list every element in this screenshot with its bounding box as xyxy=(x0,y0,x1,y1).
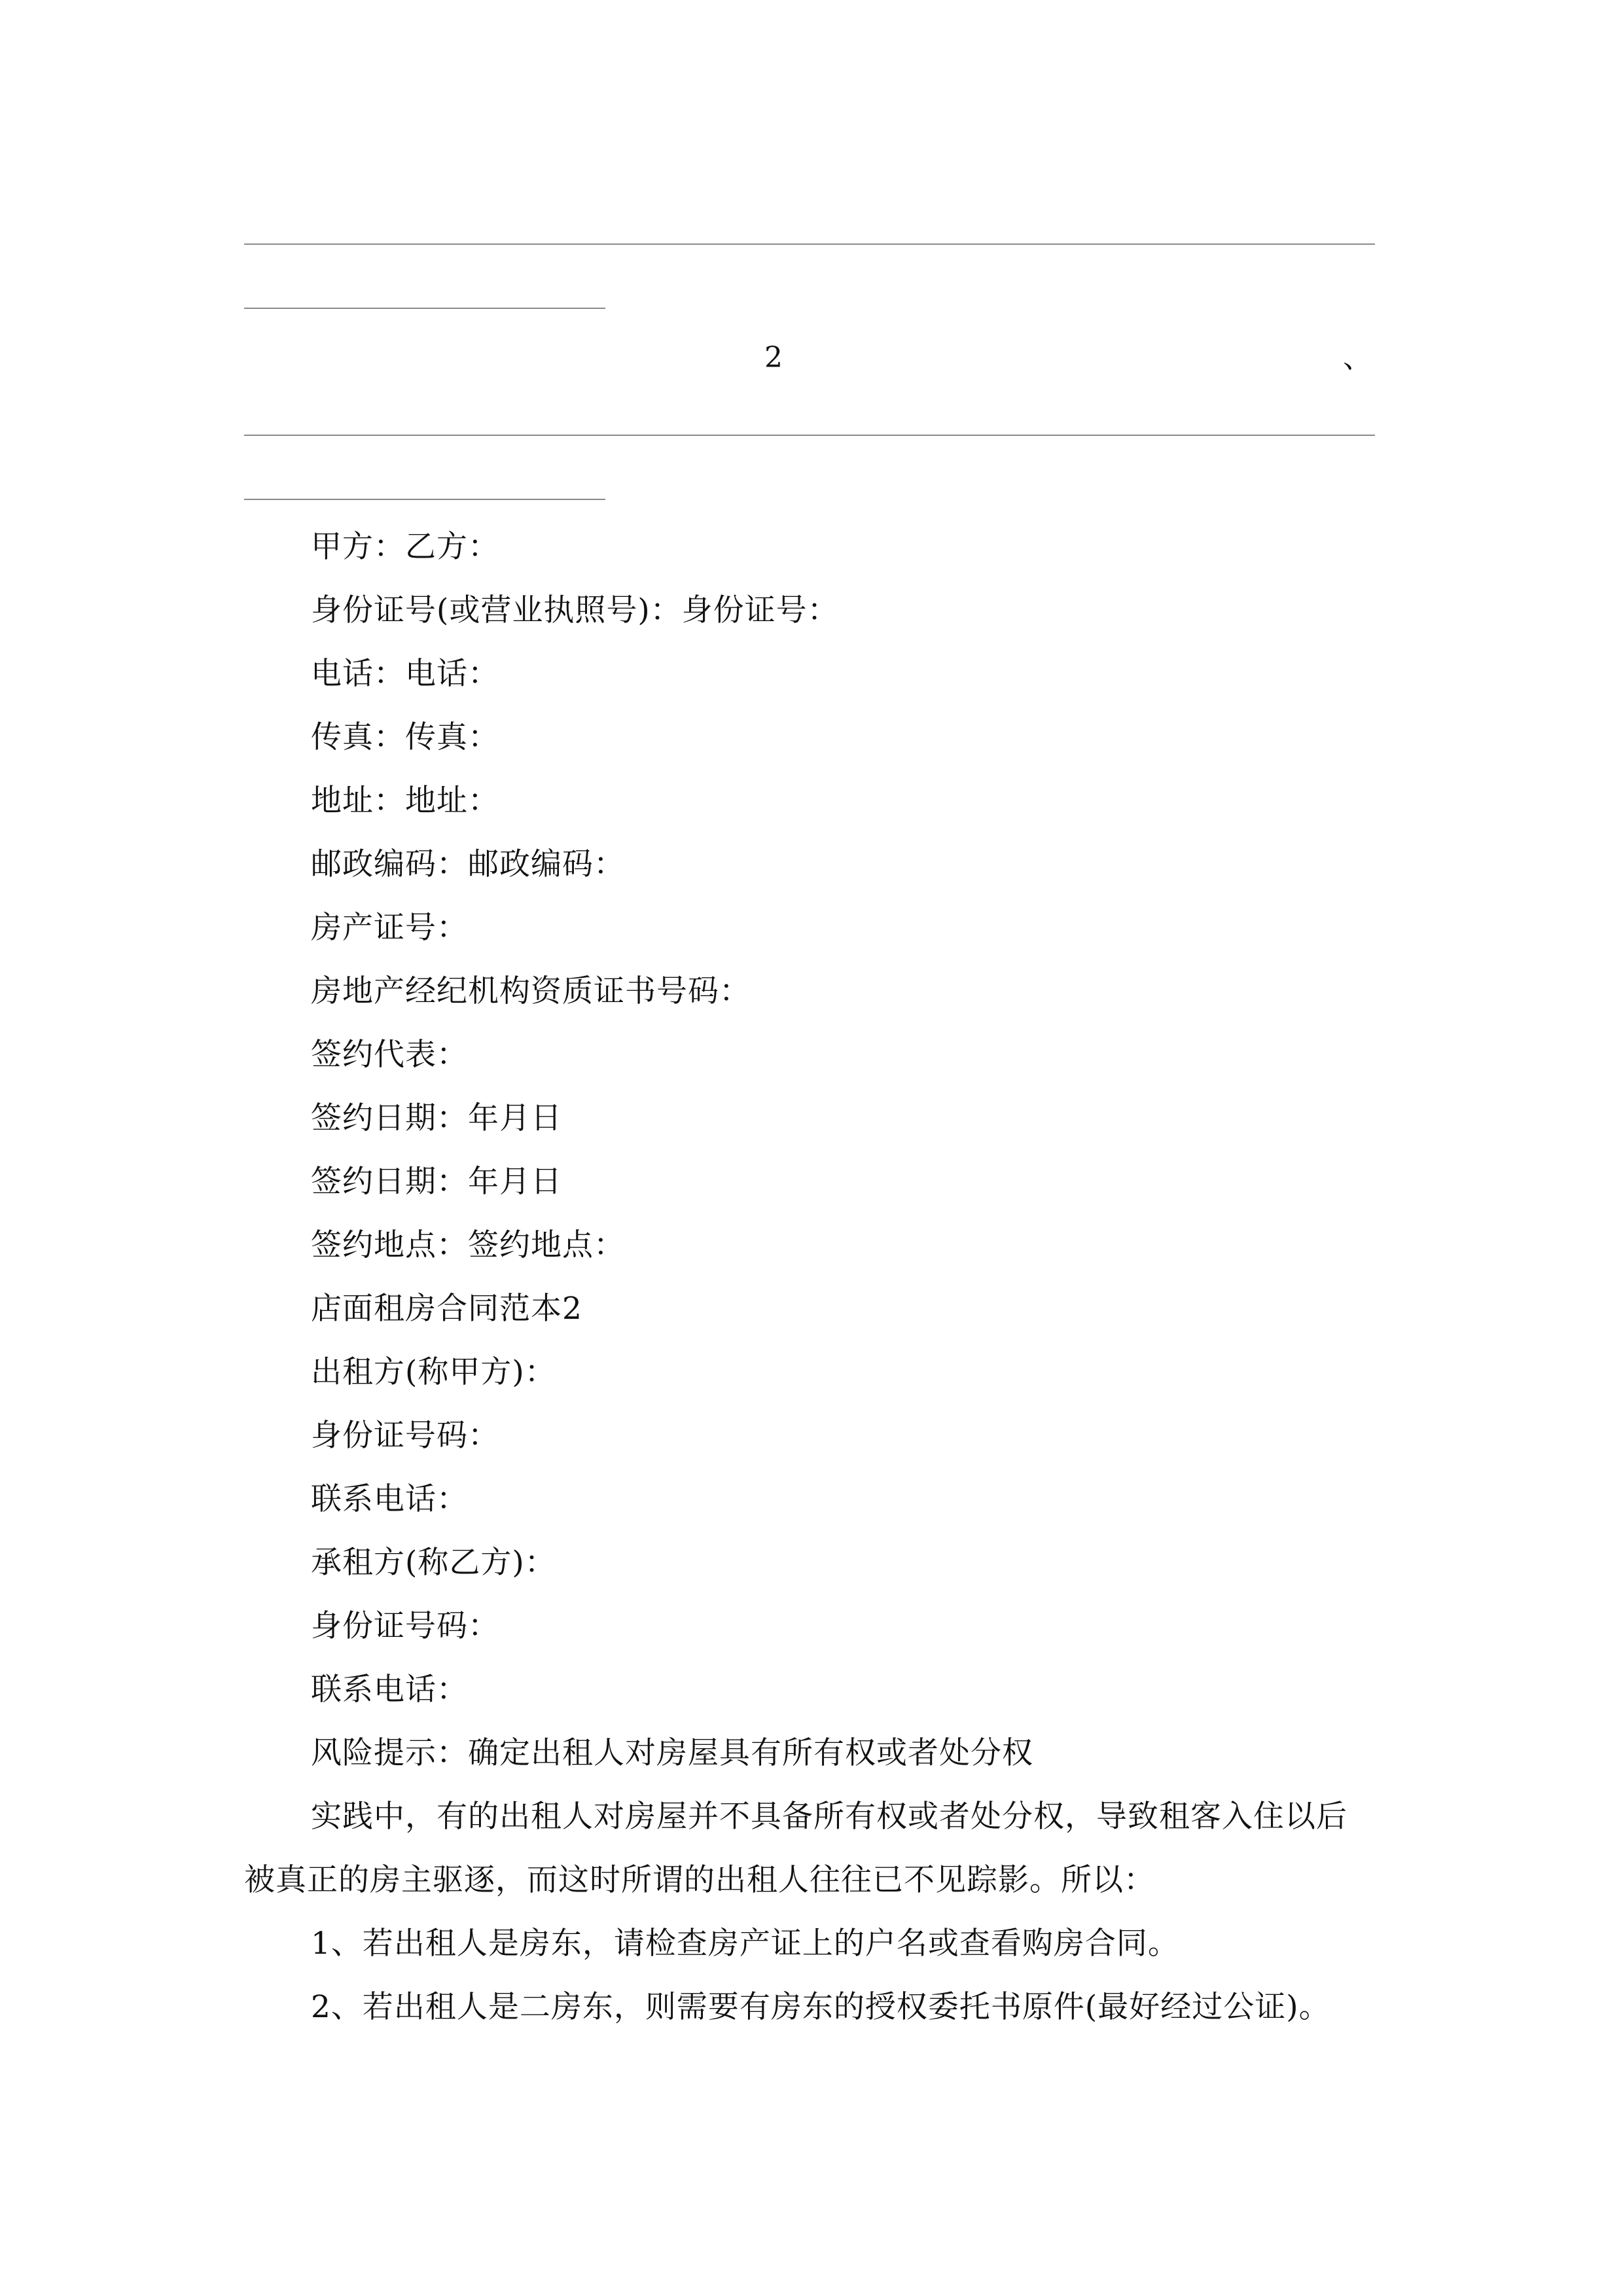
field-property-cert: 房产证号： xyxy=(311,910,468,946)
blank-line xyxy=(244,243,1375,245)
field-agency-cert: 房地产经纪机构资质证书号码： xyxy=(311,973,751,1009)
risk-paragraph: 实践中，有的出租人对房屋并不具备所有权或者处分权，导致租客入住以后 xyxy=(311,1799,1347,1835)
field-signing-rep: 签约代表： xyxy=(311,1037,468,1073)
risk-heading: 风险提示：确定出租人对房屋具有所有权或者处分权 xyxy=(311,1735,1033,1771)
enumeration-mark: 、 xyxy=(1343,341,1372,374)
field-postcode: 邮政编码：邮政编码： xyxy=(311,846,625,882)
field-id-number: 身份证号(或营业执照号)：身份证号： xyxy=(311,592,839,628)
risk-item: 1、若出租人是房东，请检查房产证上的户名或查看购房合同。 xyxy=(311,1926,1179,1962)
field-lessor: 出租方(称甲方)： xyxy=(311,1354,556,1390)
field-signing-date: 签约日期：年月日 xyxy=(311,1164,562,1200)
contract-title: 店面租房合同范本2 xyxy=(311,1291,582,1327)
field-fax: 传真：传真： xyxy=(311,719,499,755)
field-lessee-id: 身份证号码： xyxy=(311,1608,499,1644)
field-lessee: 承租方(称乙方)： xyxy=(311,1545,556,1581)
risk-item: 2、若出租人是二房东，则需要有房东的授权委托书原件(最好经过公证)。 xyxy=(311,1989,1330,2025)
field-phone: 电话：电话： xyxy=(311,656,499,692)
field-party-names: 甲方：乙方： xyxy=(311,529,499,565)
blank-line xyxy=(244,308,605,309)
field-signing-date: 签约日期：年月日 xyxy=(311,1100,562,1136)
blank-line xyxy=(244,499,605,500)
risk-paragraph: 被真正的房主驱逐，而这时所谓的出租人往往已不见踪影。所以： xyxy=(244,1862,1155,1898)
field-signing-place: 签约地点：签约地点： xyxy=(311,1227,625,1263)
item-number: 2 xyxy=(764,341,783,374)
field-lessor-phone: 联系电话： xyxy=(311,1481,468,1517)
field-lessee-phone: 联系电话： xyxy=(311,1672,468,1708)
field-address: 地址：地址： xyxy=(311,783,499,819)
field-lessor-id: 身份证号码： xyxy=(311,1418,499,1454)
blank-line xyxy=(244,435,1375,436)
